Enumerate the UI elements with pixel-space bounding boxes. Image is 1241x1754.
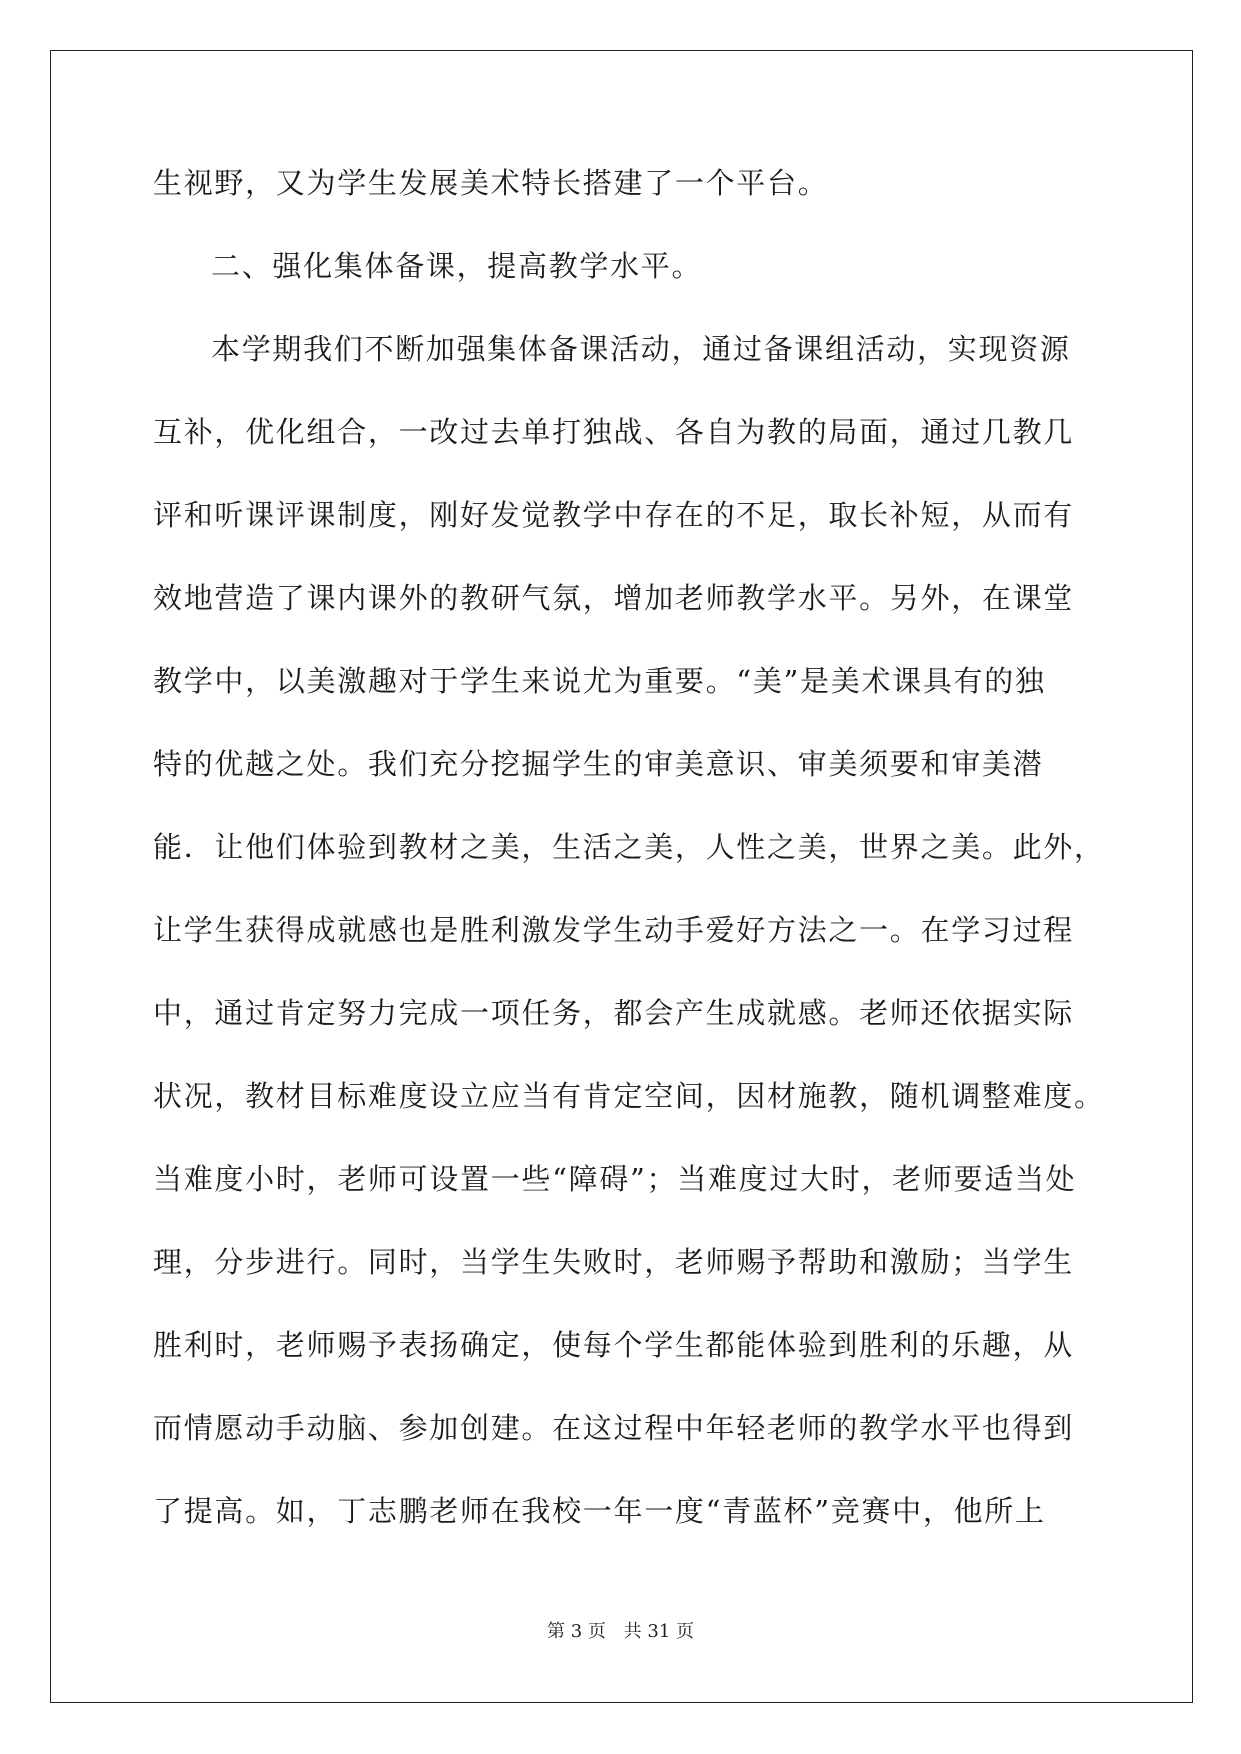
- text-line: 生视野，又为学生发展美术特长搭建了一个平台。: [153, 166, 829, 200]
- text-line: 能．让他们体验到教材之美，生活之美，人性之美，世界之美。此外，: [153, 830, 1105, 864]
- page-number: 第 3 页: [547, 1621, 606, 1642]
- body-text: [153, 163, 1105, 1574]
- text-line: 当难度小时，老师可设置一些“障碍”；当难度过大时，老师要适当处: [153, 1162, 1077, 1196]
- text-line: 了提高。如，丁志鹏老师在我校一年一度“青蓝杯”竞赛中，他所上: [153, 1494, 1046, 1528]
- text-line: 特的优越之处。我们充分挖掘学生的审美意识、审美须要和审美潜: [153, 747, 1044, 781]
- page-total: 共 31 页: [623, 1621, 694, 1642]
- text-line: 互补，优化组合，一改过去单打独战、各自为教的局面，通过几教几: [153, 415, 1075, 449]
- text-line: 理，分步进行。同时，当学生失败时，老师赐予帮助和激励；当学生: [153, 1245, 1075, 1279]
- text-line: 让学生获得成就感也是胜利激发学生动手爱好方法之一。在学习过程: [153, 913, 1075, 947]
- text-line: 而情愿动手动脑、参加创建。在这过程中年轻老师的教学水平也得到: [153, 1411, 1075, 1445]
- text-line: 中，通过肯定努力完成一项任务，都会产生成就感。老师还依据实际: [153, 996, 1075, 1030]
- page-footer: [0, 1617, 1241, 1643]
- text-line: 效地营造了课内课外的教研气氛，增加老师教学水平。另外，在课堂: [153, 581, 1075, 615]
- text-line: 状况，教材目标难度设立应当有肯定空间，因材施教，随机调整难度。: [153, 1079, 1105, 1113]
- section-heading: 二、强化集体备课，提高教学水平。: [211, 249, 703, 283]
- text-line: 本学期我们不断加强集体备课活动，通过备课组活动，实现资源: [211, 332, 1071, 366]
- text-line: 评和听课评课制度，刚好发觉教学中存在的不足，取长补短，从而有: [153, 498, 1075, 532]
- text-line: 胜利时，老师赐予表扬确定，使每个学生都能体验到胜利的乐趣，从: [153, 1328, 1075, 1362]
- text-line: 教学中，以美激趣对于学生来说尤为重要。“美”是美术课具有的独: [153, 664, 1046, 698]
